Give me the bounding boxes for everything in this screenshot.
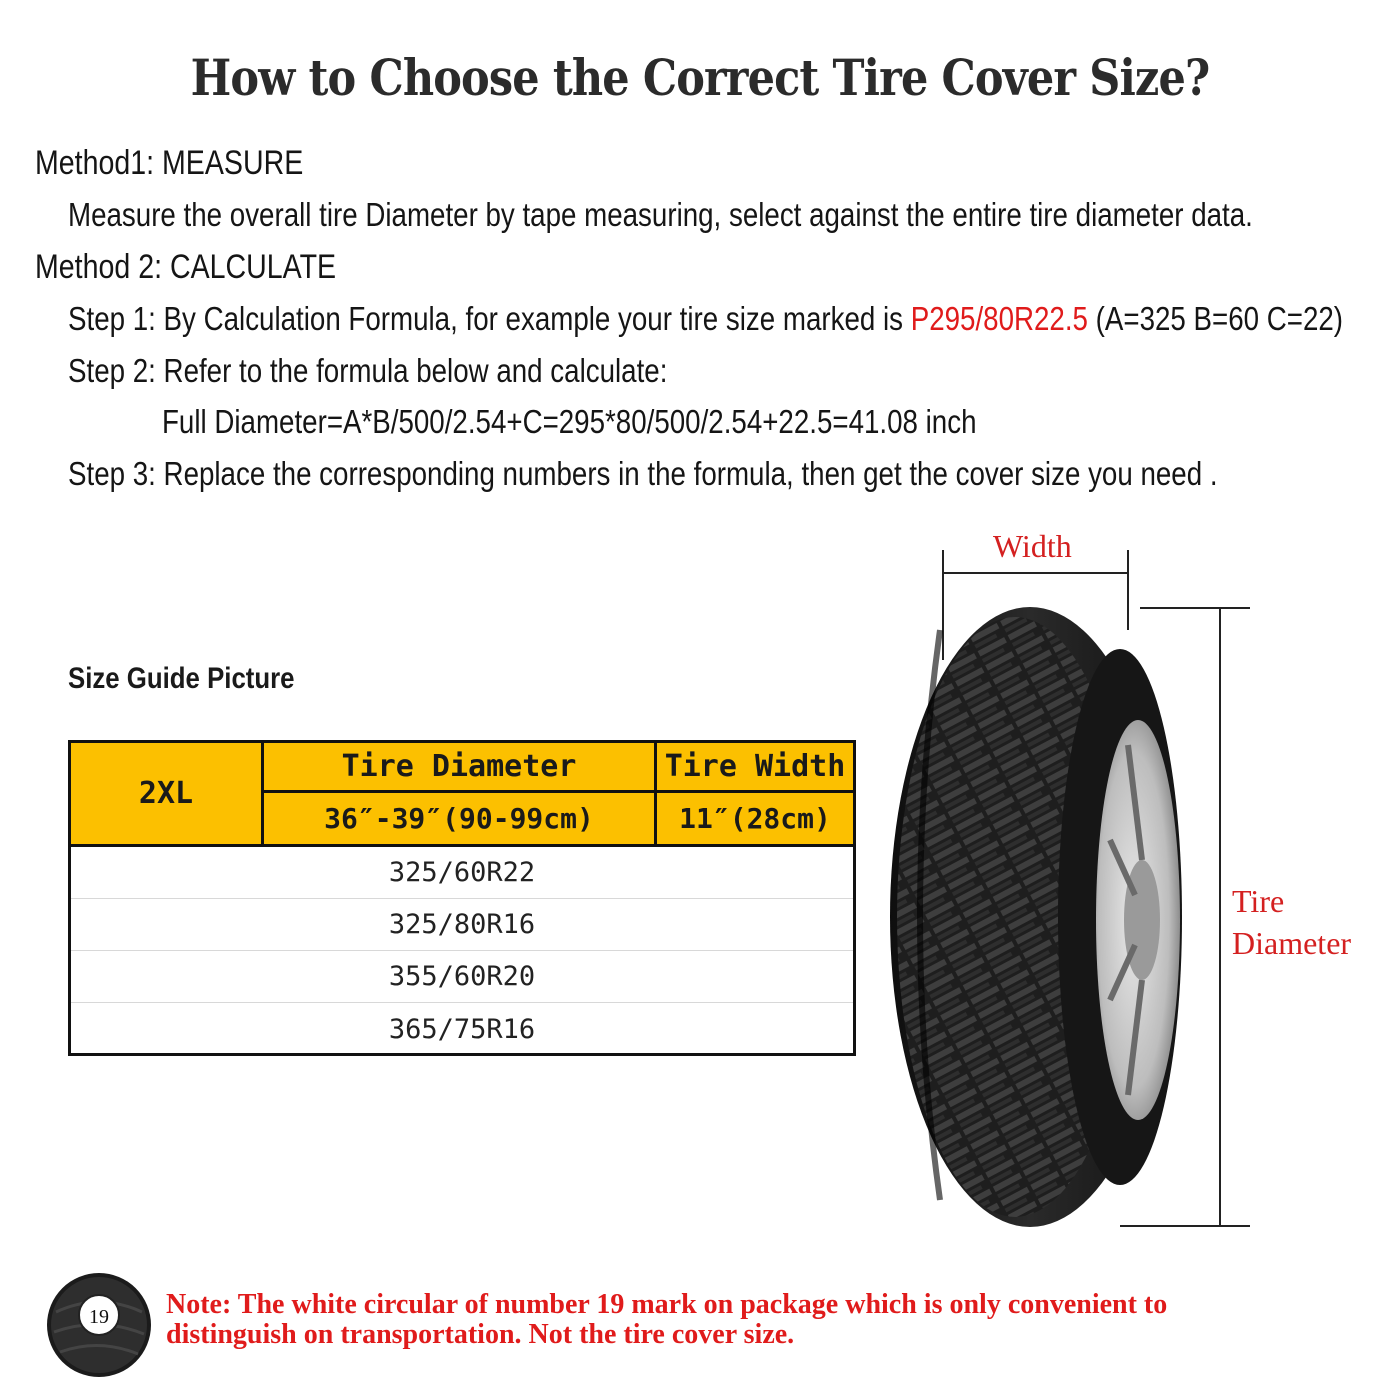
step1-text [68, 300, 1343, 338]
table-row: 325/60R22 [71, 847, 853, 899]
note-text [166, 1290, 1386, 1350]
method1-heading: Method1: MEASURE [35, 144, 304, 182]
size-cell: 2XL [71, 743, 264, 844]
size-guide-table [68, 740, 856, 1056]
size-guide-label: Size Guide Picture [68, 662, 295, 695]
note-line1: Note: The white circular of number 19 mark on package which is only convenient to [166, 1289, 1168, 1320]
tire-diameter-header: Tire Diameter [264, 743, 657, 793]
step3-text: Step 3: Replace the corresponding numbers in the formula, then get the cover size you need . [68, 455, 1218, 492]
tire-illustration [880, 540, 1250, 1240]
table-row: 325/80R16 [71, 899, 853, 951]
page-title: How to Choose the Correct Tire Cover Size? [190, 48, 1210, 107]
table-row: 355/60R20 [71, 951, 853, 1003]
step1-suffix: (A=325 B=60 C=22) [1087, 300, 1344, 337]
tire-width-header: Tire Width [657, 743, 853, 793]
tire-width-value: 11″(28cm) [657, 793, 853, 844]
package-mark-badge [46, 1272, 152, 1378]
step1-prefix: Step 1: By Calculation Formula, for example your tire size marked is [68, 300, 911, 337]
diameter-label [1232, 880, 1351, 964]
method1-text: Measure the overall tire Diameter by tape measuring, select against the entire tire diameter data. [68, 196, 1253, 233]
method2-heading: Method 2: CALCULATE [35, 248, 337, 286]
diameter-label-line2: Diameter [1232, 925, 1352, 961]
diameter-label-line1: Tire [1232, 883, 1285, 919]
table-row: 365/75R16 [388, 1013, 536, 1045]
width-label: Width [993, 528, 1072, 564]
badge-number: 19 [89, 1306, 109, 1328]
tire-diameter-value: 36″-39″(90-99cm) [264, 793, 657, 844]
note-line2: distinguish on transportation. Not the tire cover size. [166, 1319, 795, 1350]
step2-text: Step 2: Refer to the formula below and calculate: [68, 352, 668, 389]
formula-text: Full Diameter=A*B/500/2.54+C=295*80/500/2.54+22.5=41.08 inch [162, 403, 977, 440]
step1-example-size: P295/80R22.5 [910, 300, 1088, 337]
